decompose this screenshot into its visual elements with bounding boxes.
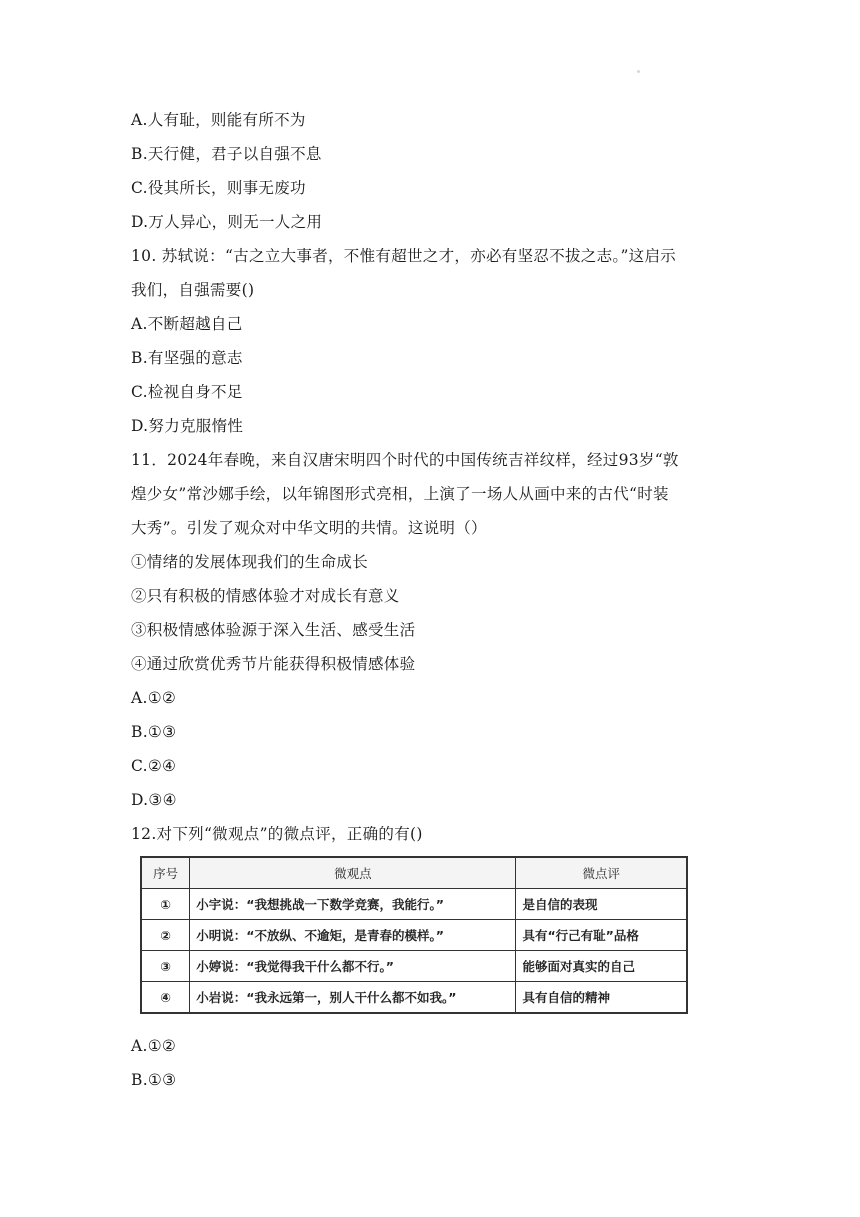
q11-statement-1: ①情绪的发展体现我们的生命成长 — [131, 553, 369, 571]
q9-option-d: D.万人异心，则无一人之用 — [131, 213, 323, 231]
row-comment: 具有自信的精神 — [516, 982, 687, 1014]
table-row — [141, 982, 687, 1014]
row-viewpoint: 小岩说：“我永远第一，别人干什么都不如我。” — [190, 982, 516, 1014]
q11-statement-4: ④通过欣赏优秀节片能获得积极情感体验 — [131, 655, 416, 673]
q11-option-a: A.①② — [131, 689, 177, 707]
row-comment: 具有“行己有耻”品格 — [516, 920, 687, 951]
header-viewpoint: 微观点 — [190, 857, 516, 889]
q10-option-a: A.不断超越自己 — [131, 315, 243, 333]
row-number: ④ — [141, 982, 190, 1014]
q10-stem-line2: 我们，自强需要() — [131, 281, 255, 299]
row-comment: 是自信的表现 — [516, 889, 687, 920]
row-viewpoint: 小婷说：“我觉得我干什么都不行。” — [190, 951, 516, 982]
q11-option-d: D.③④ — [131, 791, 177, 809]
row-viewpoint: 小明说：“不放纵、不逾矩，是青春的模样。” — [190, 920, 516, 951]
table-row — [141, 951, 687, 982]
header-comment: 微点评 — [516, 857, 687, 889]
micro-view-table — [140, 856, 688, 1014]
q12-stem: 12.对下列“微观点”的微点评，正确的有() — [131, 825, 423, 843]
row-comment: 能够面对真实的自己 — [516, 951, 687, 982]
q12-option-a: A.①② — [131, 1037, 177, 1055]
q9-option-b: B.天行健，君子以自强不息 — [131, 145, 322, 163]
table-row — [141, 889, 687, 920]
q9-option-a: A.人有耻，则能有所不为 — [131, 111, 306, 129]
q11-statement-3: ③积极情感体验源于深入生活、感受生活 — [131, 621, 416, 639]
table-row — [141, 920, 687, 951]
q10-option-d: D.努力克服惰性 — [131, 417, 244, 435]
q12-option-b: B.①③ — [131, 1071, 177, 1089]
row-number: ② — [141, 920, 190, 951]
q10-option-c: C.检视自身不足 — [131, 383, 243, 401]
row-viewpoint: 小宇说：“我想挑战一下数学竞赛，我能行。” — [190, 889, 516, 920]
table-header-row — [141, 857, 687, 889]
row-number: ① — [141, 889, 190, 920]
q10-stem-line1: 10. 苏轼说：“古之立大事者，不惟有超世之才，亦必有坚忍不拔之志。”这启示 — [131, 247, 677, 265]
q11-stem-line1: 11．2024年春晚，来自汉唐宋明四个时代的中国传统吉祥纹样，经过93岁“敦 — [131, 451, 679, 469]
q11-statement-2: ②只有积极的情感体验才对成长有意义 — [131, 587, 400, 605]
q11-option-c: C.②④ — [131, 757, 177, 775]
q11-stem-line3: 大秀”。引发了观众对中华文明的共情。这说明（） — [131, 519, 487, 537]
scan-speck — [637, 70, 640, 73]
row-number: ③ — [141, 951, 190, 982]
q12-table-image — [140, 856, 688, 1022]
q11-stem-line2: 煌少女”常沙娜手绘，以年锦图形式亮相，上演了一场人从画中来的古代“时装 — [131, 485, 669, 503]
q11-option-b: B.①③ — [131, 723, 177, 741]
header-number: 序号 — [141, 857, 190, 889]
q10-option-b: B.有坚强的意志 — [131, 349, 243, 367]
q9-option-c: C.役其所长，则事无废功 — [131, 179, 306, 197]
